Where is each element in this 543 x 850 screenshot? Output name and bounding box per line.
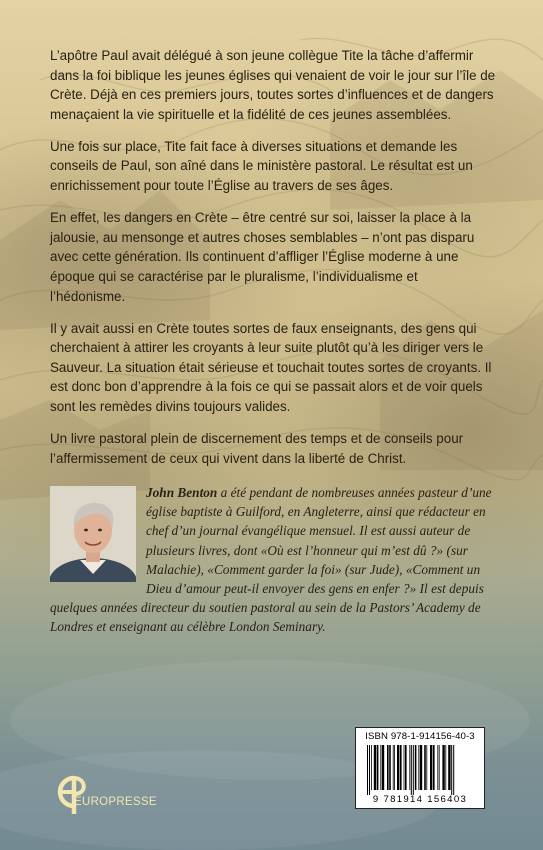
blurb-paragraph: Un livre pastoral plein de discernement des temps et de conseils pour l’affermissement de ceux qui vivent dans la liberté de Christ.	[50, 431, 464, 466]
author-bio-text: a été pendant de nombreuses années pasteur d’une église baptiste à Guilford, en Angleterre, ainsi que rédacteur en chef d’un journal évangélique mensuel. Il est aussi auteur de plusieurs livres, dont «Où est l’honneur qui m’est dû ?» (sur Malachie), «Comment garder la foi» (sur Jude), «Comment un Dieu d’amour peut-il envoyer des gens en enfer ?» Il est depuis quelques années directeur du soutien pastoral au sein de la Pastors’ Academy de Londres et enseignant au célèbre London Seminary.	[50, 485, 492, 635]
blurb-paragraph: L’apôtre Paul avait délégué à son jeune collègue Tite la tâche d’affermir dans la foi biblique les jeunes églises qui venaient de voir le jour sur l’île de Crète. Déjà en ces premiers jours, toutes sortes d’influences et de dangers menaçaient la vie spirituelle et la fidélité de ces jeunes assemblées.	[50, 48, 496, 122]
barcode-icon	[367, 745, 473, 795]
isbn-label: ISBN 978-1-914156-40-3	[365, 731, 475, 742]
blurb-paragraph: Il y avait aussi en Crète toutes sortes de faux enseignants, des gens qui cherchaient à attirer les croyants à leur suite plutôt qu’à les diriger vers le Sauveur. La situation était sérieuse et touchait toutes sortes de croyants. Il est donc bon d’apprendre à la fois ce qui se passait alors et de voir quels sont les remèdes divins toujours valides.	[50, 320, 492, 414]
back-cover-blurb	[50, 46, 496, 481]
blurb-paragraph: Une fois sur place, Tite fait face à diverses situations et demande les conseils de Paul, son aîné dans le ministère pastoral. Le résultat est un enrichissement pour toute l’Église au travers de ses âges.	[50, 138, 473, 194]
author-photo	[50, 486, 136, 582]
author-bio	[50, 483, 498, 637]
isbn-barcode	[355, 727, 485, 809]
author-name: John Benton	[146, 485, 218, 500]
author-portrait-icon	[50, 486, 136, 582]
publisher-logo	[52, 774, 162, 818]
isbn-digits: 9 781914 156403	[372, 794, 468, 805]
blurb-paragraph: En effet, les dangers en Crète – être centré sur soi, laisser la place à la jalousie, au mensonge et autres choses semblables – n’ont pas disparu avec cette génération. Ils continuent d’affliger l’Église moderne à une époque qui se caractérise par le pluralisme, l’individualisme et l’hédonisme.	[50, 210, 475, 304]
publisher-name: EUROPRESSE	[74, 796, 157, 808]
